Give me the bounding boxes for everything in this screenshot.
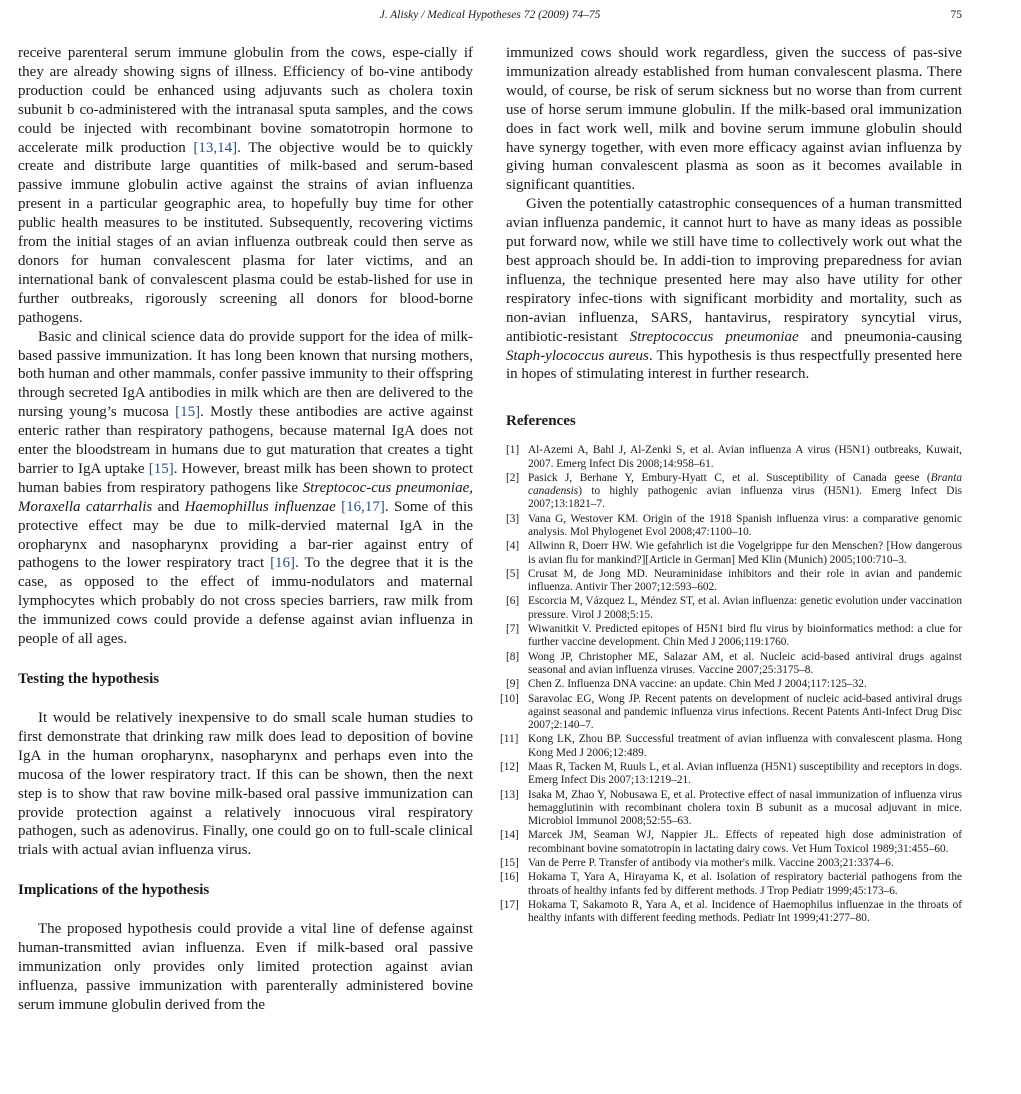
reference-number: [15] xyxy=(500,857,519,870)
italic-term: Branta canadensis xyxy=(528,471,962,498)
right-column xyxy=(500,44,962,927)
citation-link[interactable]: [15] xyxy=(175,404,201,421)
citation-link[interactable]: [16] xyxy=(270,555,296,572)
reference-number: [17] xyxy=(500,899,519,912)
reference-number: [4] xyxy=(506,540,520,553)
italic-term: Haemophillus influenzae xyxy=(184,498,336,515)
reference-number: [12] xyxy=(500,761,519,774)
reference-list xyxy=(500,444,962,925)
reference-number: [14] xyxy=(500,829,519,842)
reference-item xyxy=(500,899,962,925)
heading-testing-hypothesis: Testing the hypothesis xyxy=(18,671,160,687)
reference-number: [8] xyxy=(506,650,520,663)
paragraph-implications: The proposed hypothesis could provide a vital line of defense against human-transmitted avian influenza. Even if milk-based oral passive immunization only provides only limited protection against avian influenza, passive immunization with parenterally administered bovine serum immune globulin derived from the xyxy=(18,921,473,1013)
reference-text: Saravolac EG, Wong JP. Recent patents on development of nucleic acid-based antiviral drugs against seasonal and pandemic influenza virus infections. Recent Patents Anti-Infect Drug Disc 2007;2:140–7. xyxy=(528,692,962,732)
reference-text: Hokama T, Yara A, Hirayama K, et al. Isolation of respiratory bacterial pathogens from the throats of healthy infants fed by different methods. J Trop Pediatr 1999;45:173–6. xyxy=(528,871,962,897)
reference-item xyxy=(506,513,962,539)
citation-link[interactable]: [13,14] xyxy=(193,139,238,156)
reference-item xyxy=(500,857,962,870)
reference-text: Wong JP, Christopher ME, Salazar AM, et al. Nucleic acid-based antiviral drugs against seasonal and avian influenza viruses. Vaccine 2007;25:3175–8. xyxy=(528,650,962,676)
reference-number: [5] xyxy=(506,567,520,580)
paragraph-science-support: Basic and clinical science data do provide support for the idea of milk-based passive immunization. It has long been known that nursing mothers, both human and other mammals, confer passive immunity to their offspring through secreted IgA antibodies in milk which are then are delivered to the nursing young’s mucosa [15]. Mostly these antibodies are active against enteric rather than respiratory pathogens, because maternal IgA does not enter the bloodstream in humans due to gut maturation that creates a tight barrier to IgA uptake [15]. However, breast milk has been shown to protect human babies from respiratory pathogens like Streptococ-cus pneumoniae, Moraxella catarrhalis and Haemophillus influenzae [16,17]. Some of this protective effect may be due to milk-dervied maternal IgA in the oropharynx and nasopharynx providing a bar-rier against entry of pathogens to the lower respiratory tract [16]. To the degree that it is the case, as opposed to the effect of immu-nodulators and maternal lymphocytes which probably do not cross species barriers, raw milk from the immunized cows could provide a defense against avian influenza in people of all ages. xyxy=(18,328,474,648)
citation-link[interactable]: [16,17] xyxy=(341,498,385,515)
reference-number: [9] xyxy=(506,678,520,691)
reference-text: Wiwanitkit V. Predicted epitopes of H5N1 bird flu virus by bioinformatics method: a clue for further vaccine development. Chin Med J 2006;119:1760. xyxy=(528,623,962,649)
left-column xyxy=(18,44,473,1015)
reference-text: Escorcia M, Vázquez L, Méndez ST, et al. Avian influenza: genetic evolution under vaccination pressure. Virol J 2008;5:15. xyxy=(528,595,962,621)
reference-item xyxy=(506,623,962,649)
reference-item xyxy=(506,595,962,621)
paragraph-consequences: Given the potentially catastrophic consequences of a human transmitted avian influenza pandemic, it cannot hurt to have as many ideas as possible put forward now, while we still have time to collectively work out what the best approach should be. In addi-tion to improving preparedness for avian influenza, the technique presented here may also have utility for other respiratory infec-tions with significant morbidity and mortality, such as non-avian influenza, SARS, hantavirus, respiratory syncytial virus, antibiotic-resistant Streptococcus pneumoniae and pneumonia-causing Staph-ylococcus aureus. This hypothesis is thus respectfully presented here in hopes of stimulating interest in further research. xyxy=(506,196,962,383)
reference-text: Maas R, Tacken M, Ruuls L, et al. Avian influenza (H5N1) susceptibility and receptors in dogs. Emerg Infect Dis 2007;13:1219–21. xyxy=(528,761,962,787)
italic-term: Streptococ-cus pneumoniae xyxy=(302,479,470,496)
heading-implications: Implications of the hypothesis xyxy=(18,882,210,899)
reference-item xyxy=(500,871,962,897)
reference-text: Crusat M, de Jong MD. Neuraminidase inhibitors and their role in avian and pandemic influenza. Antivir Ther 2007;12:593–602. xyxy=(528,567,962,594)
reference-item xyxy=(500,829,962,855)
reference-text: Pasick J, Berhane Y, Embury-Hyatt C, et al. Susceptibility of Canada geese (Branta canadensis) to highly pathogenic avian influenza virus (H5N1). Emerg Infect Dis 2007;13:1821–7. xyxy=(528,471,962,511)
reference-text: Hokama T, Sakamoto R, Yara A, et al. Incidence of Haemophilus influenzae in the throats of healthy infants with different feeding methods. Pediatr Int 1999;41:277–80. xyxy=(528,899,962,925)
reference-text: Marcek JM, Seaman WJ, Nappier JL. Effects of repeated high dose administration of recombinant bovine somatotropin in lactating dairy cows. Vet Hum Toxicol 1989;31:455–60. xyxy=(528,829,962,855)
reference-number: [13] xyxy=(500,788,519,801)
reference-text: Chen Z. Influenza DNA vaccine: an update. Chin Med J 2004;117:125–32. xyxy=(528,678,867,691)
references-heading: References xyxy=(506,413,576,430)
reference-text: Al-Azemi A, Bahl J, Al-Zenki S, et al. Avian influenza A virus (H5N1) outbreaks, Kuwait, 2007. Emerg Infect Dis 2008;14:958–61. xyxy=(528,444,962,470)
reference-number: [7] xyxy=(506,623,520,636)
italic-term: Moraxella catarrhalis xyxy=(18,498,153,515)
paragraph-immunized-cows: immunized cows should work regardless, given the success of pas-sive immunization already established from human convalescent plasma. There would, of course, be risk of serum sickness but no worse than from current use of horse serum immune globulin. If the milk-based oral immunization does in fact work well, milk and bovine serum immune globulin should have synergy together, with even more efficacy against avian influenza by giving human convalescent plasma as soon as it becomes available in significant quantities. xyxy=(506,45,962,194)
reference-item xyxy=(500,692,962,733)
reference-item xyxy=(506,444,962,470)
paragraph-testing: It would be relatively inexpensive to do small scale human studies to first demonstrate that drinking raw milk does lead to deposition of bovine IgA in the human oropharynx, nasopharynx and perhaps even into the mucosa of the lower respiratory tract. If this can be shown, then the next step is to show that raw bovine milk-based oral passive immunization can provide protection against a relatively innocuous viral respiratory pathogen, such as adenovirus. Finally, one could go on to full-scale clinical trials with actual avian influenza virus. xyxy=(18,710,473,859)
reference-text: Van de Perre P. Transfer of antibody via mother's milk. Vaccine 2003;21:3374–6. xyxy=(528,857,894,870)
reference-item xyxy=(506,568,962,594)
reference-number: [6] xyxy=(506,595,520,608)
reference-text: Vana G, Westover KM. Origin of the 1918 Spanish influenza virus: a comparative genomic analysis. Mol Phylogenet Evol 2008;47:1100–10. xyxy=(528,512,962,538)
paragraph-parenteral-serum: receive parenteral serum immune globulin from the cows, espe-cially if they are already showing signs of illness. Efficiency of bo-vine antibody production could be enhanced using adjuvants such as cholera toxin subunit b co-administered with the intranasal sputa samples, and the cows could be injected with recombinant bovine somatotropin hormone to accelerate milk production [13,14]. The objective would be to quickly create and distribute large quantities of milk-based and serum-based passive immune globulin active against the strains of avian influenza present in a particular geographic area, to hopefully buy time for other public health measures to be instituted. Subsequently, recovering victims from the initial stages of an avian influenza outbreak could then serve as donors for human convalescent plasma for later victims, and an international bank of convalescent plasma could be estab-lished for use in further outbreaks, rigorously screening all donors for blood-borne pathogens. xyxy=(18,45,473,326)
page-number: 75 xyxy=(950,9,962,21)
reference-text: Allwinn R, Doerr HW. Wie gefahrlich ist die Vogelgrippe fur den Menschen? [How dangerous is avian flu for mankind?][Article in German] Med Klin (Munich) 2005;100:710–3. xyxy=(528,540,962,566)
reference-item xyxy=(506,678,962,691)
reference-text: Kong LK, Zhou BP. Successful treatment of avian influenza with convalescent plasma. Hong Kong Med J 2006;12:489. xyxy=(528,733,962,759)
reference-item xyxy=(500,733,962,759)
reference-text: Isaka M, Zhao Y, Nobusawa E, et al. Protective effect of nasal immunization of influenza virus hemagglutinin with recombinant cholera toxin B subunit as a mucosal adjuvant in mice. Microbiol Immunol 2008;52:55–63. xyxy=(528,788,962,828)
italic-term: Staph-ylococcus aureus xyxy=(506,347,649,364)
reference-number: [11] xyxy=(500,733,519,746)
citation-link[interactable]: [15] xyxy=(148,460,174,477)
reference-item xyxy=(506,540,962,566)
running-header xyxy=(18,9,962,25)
italic-term: Streptococcus pneumoniae xyxy=(629,328,799,345)
reference-number: [10] xyxy=(500,692,519,705)
reference-item xyxy=(506,472,962,512)
reference-number: [1] xyxy=(506,444,520,457)
journal-citation: J. Alisky / Medical Hypotheses 72 (2009) 74–75 xyxy=(379,9,601,21)
reference-number: [2] xyxy=(506,471,520,484)
reference-item xyxy=(506,651,962,677)
reference-number: [16] xyxy=(500,871,519,884)
reference-item xyxy=(500,788,962,829)
reference-item xyxy=(500,761,962,787)
reference-number: [3] xyxy=(506,512,520,525)
